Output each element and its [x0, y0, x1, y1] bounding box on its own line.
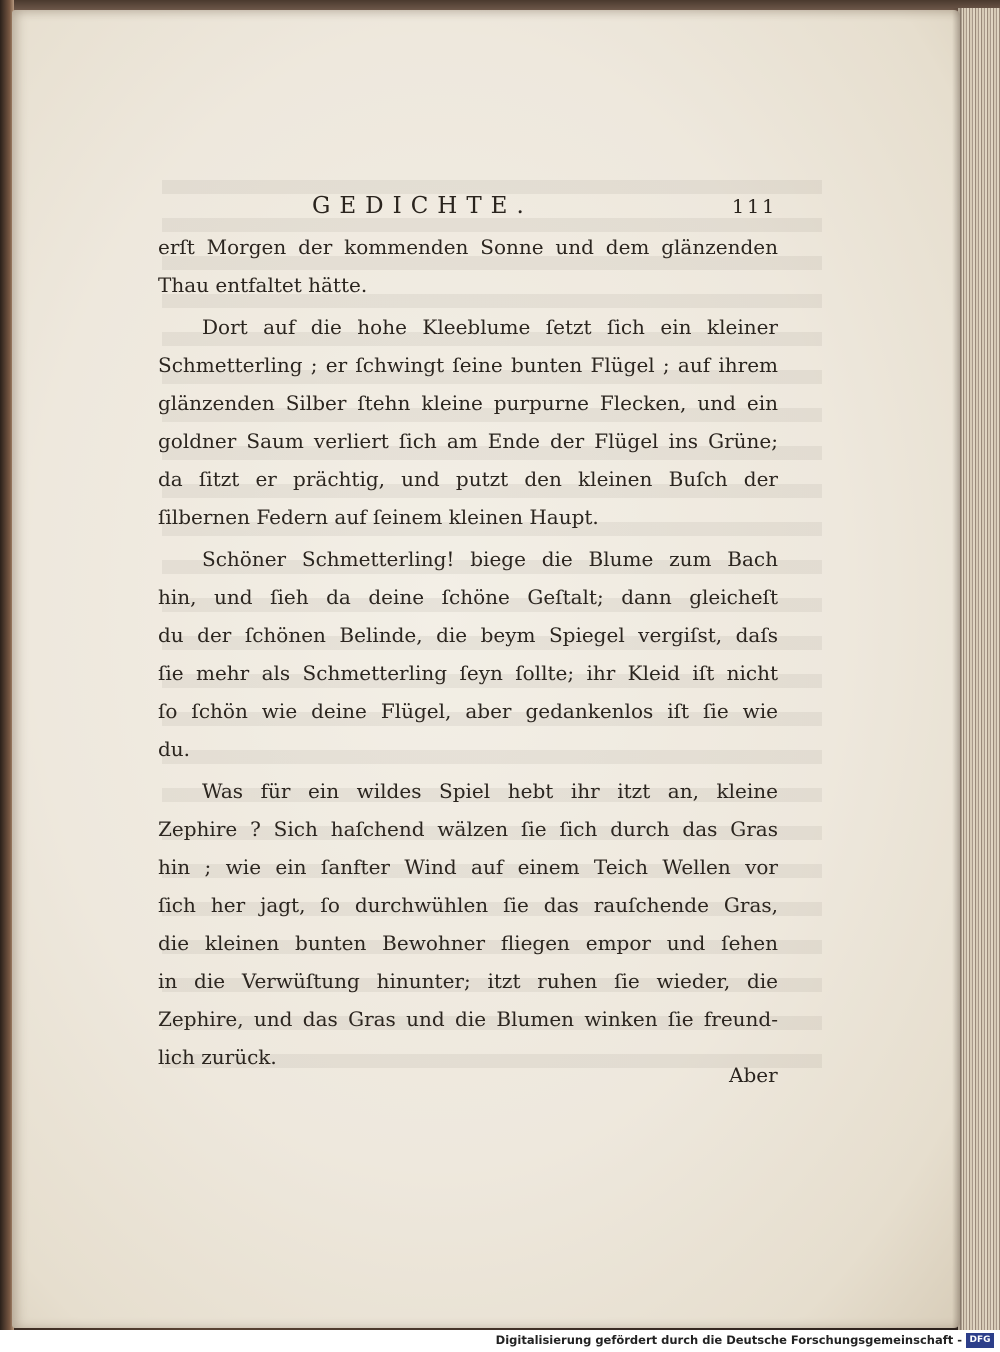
text-line: die kleinen bunten Bewohner fliegen empor und ſehen [158, 931, 778, 955]
paragraph [158, 228, 778, 304]
text-line: Schmetterling ; er ſchwingt ſeine bunten Flügel ; auf ihrem [158, 353, 778, 377]
dfg-logo: DFG [966, 1333, 994, 1348]
text-line: Was für ein wildes Spiel hebt ihr itzt an, kleine [202, 779, 778, 803]
text-line: erſt Morgen der kommenden Sonne und dem glänzenden [158, 235, 778, 259]
text-line: lich zurück. [158, 1045, 277, 1069]
text-line: da ſitzt er prächtig, und putzt den kleinen Buſch der [158, 467, 778, 491]
page-gutter-shadow [952, 8, 962, 1330]
text-line: Dort auf die hohe Kleeblume ſetzt ſich ein kleiner [202, 315, 778, 339]
text-line: ſich her jagt, ſo durchwühlen ſie das rauſchende Gras, [158, 893, 778, 917]
page-stack-edge [958, 8, 1000, 1330]
text-line: ſo ſchön wie deine Flügel, aber gedankenlos iſt ſie wie [158, 699, 778, 723]
text-line: hin ; wie ein ſanfter Wind auf einem Teich Wellen vor [158, 855, 778, 879]
paragraph [158, 308, 778, 536]
text-line: glänzenden Silber ſtehn kleine purpurne Flecken, und ein [158, 391, 778, 415]
paragraph [158, 772, 778, 1076]
text-line: goldner Saum verliert ſich am Ende der Flügel ins Grüne; [158, 429, 778, 453]
page-number: 111 [732, 196, 778, 218]
text-line: du. [158, 737, 191, 761]
text-line: Zephire, und das Gras und die Blumen winken ſie freund- [158, 1007, 778, 1031]
text-line: in die Verwüſtung hinunter; itzt ruhen ſie wieder, die [158, 969, 778, 993]
text-line: hin, und ſieh da deine ſchöne Geſtalt; dann gleicheſt [158, 585, 778, 609]
digitization-footer [0, 1330, 1000, 1352]
text-line: ſie mehr als Schmetterling ſeyn ſollte; ihr Kleid iſt nicht [158, 661, 778, 685]
running-head: GEDICHTE. [312, 193, 533, 219]
paragraph [158, 540, 778, 768]
body-text [158, 228, 778, 1076]
catchword: Aber [729, 1063, 778, 1087]
text-line: du der ſchönen Belinde, die beym Spiegel vergiſst, daſs [158, 623, 778, 647]
text-line: Thau entfaltet hätte. [158, 273, 368, 297]
text-line: ſilbernen Federn auf ſeinem kleinen Haupt. [158, 505, 599, 529]
text-line: Zephire ? Sich haſchend wälzen ſie ſich durch das Gras [158, 817, 778, 841]
funding-credit: Digitalisierung gefördert durch die Deutsche Forschungsgemeinschaft - [495, 1333, 962, 1347]
text-line: Schöner Schmetterling! biege die Blume zum Bach [202, 547, 778, 571]
